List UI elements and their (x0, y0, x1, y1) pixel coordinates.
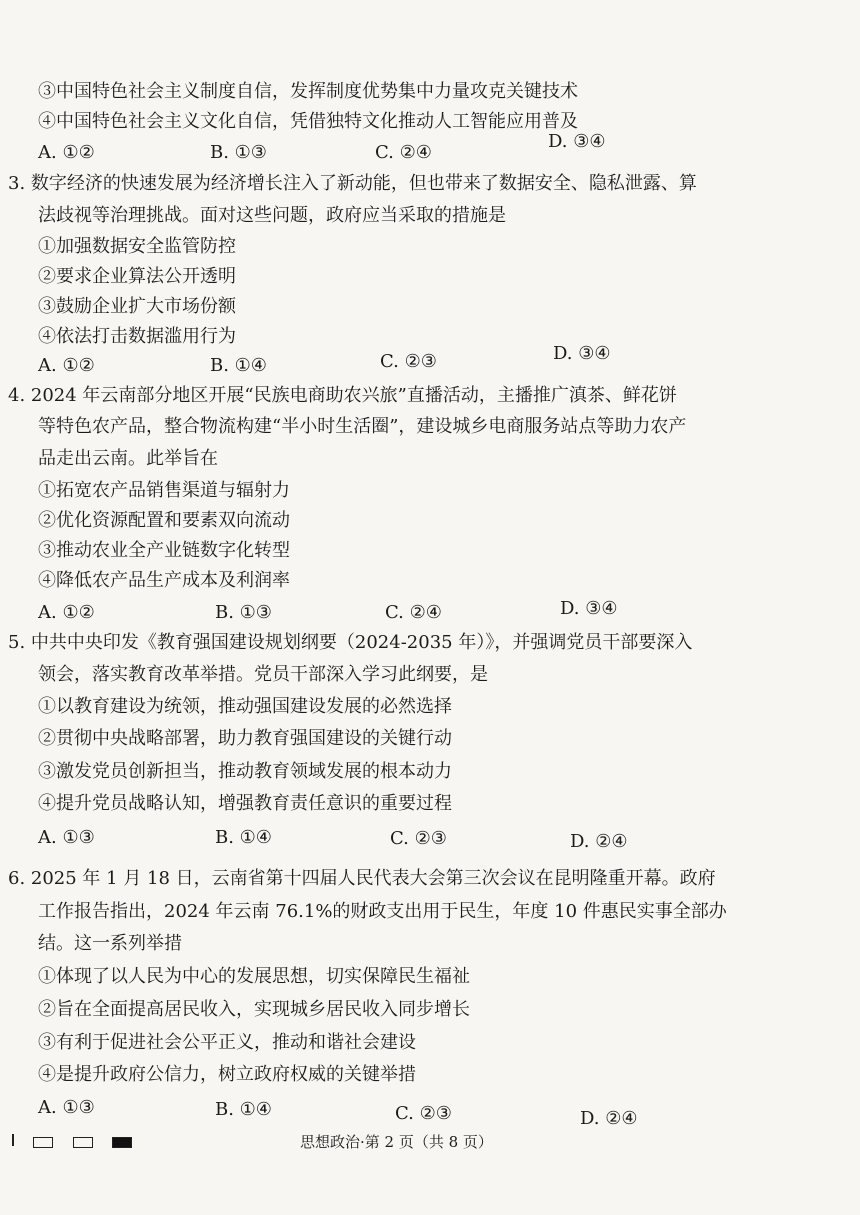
q5-option-c: C. ②③ (390, 828, 447, 849)
q3-statement-4: ④依法打击数据滥用行为 (38, 326, 236, 347)
q5-stem-line-2: 领会，落实教育改革举措。党员干部深入学习此纲要，是 (38, 664, 488, 685)
margin-tick (12, 1134, 14, 1146)
q4-option-a: A. ①② (38, 602, 95, 623)
q6-stem-line-2: 工作报告指出，2024 年云南 76.1%的财政支出用于民生，年度 10 件惠民实事全部办 (38, 901, 727, 922)
page-footer (0, 1130, 860, 1154)
q6-option-a: A. ①③ (38, 1097, 95, 1118)
empty-box-icon (33, 1137, 53, 1148)
q4-statement-3: ③推动农业全产业链数字化转型 (38, 540, 290, 561)
q4-option-d: D. ③④ (560, 598, 618, 619)
q2-option-a: A. ①② (38, 142, 95, 163)
q3-stem-line-1: 3. 数字经济的快速发展为经济增长注入了新动能，但也带来了数据安全、隐私泄露、算 (8, 173, 697, 194)
q5-statement-3: ③激发党员创新担当，推动教育领域发展的根本动力 (38, 761, 452, 782)
filled-box-icon (112, 1137, 132, 1148)
q2-option-c: C. ②④ (375, 142, 432, 163)
q3-option-c: C. ②③ (380, 351, 437, 372)
q6-stem-line-3: 结。这一系列举措 (38, 933, 182, 954)
q4-statement-1: ①拓宽农产品销售渠道与辐射力 (38, 480, 290, 501)
q3-statement-2: ②要求企业算法公开透明 (38, 266, 236, 287)
q3-statement-1: ①加强数据安全监管防控 (38, 236, 236, 257)
q5-statement-1: ①以教育建设为统领，推动强国建设发展的必然选择 (38, 696, 452, 717)
q4-stem-line-1: 4. 2024 年云南部分地区开展“民族电商助农兴旅”直播活动，主播推广滇茶、鲜花饼 (8, 385, 677, 406)
q4-statement-2: ②优化资源配置和要素双向流动 (38, 510, 290, 531)
q3-option-b: B. ①④ (210, 355, 267, 376)
q4-statement-4: ④降低农产品生产成本及利润率 (38, 570, 290, 591)
empty-box-icon (73, 1137, 93, 1148)
q2-statement-3: ③中国特色社会主义制度自信，发挥制度优势集中力量攻克关键技术 (38, 81, 578, 102)
q4-option-c: C. ②④ (385, 602, 442, 623)
q4-stem-line-3: 品走出云南。此举旨在 (38, 448, 218, 469)
q5-statement-4: ④提升党员战略认知，增强教育责任意识的重要过程 (38, 793, 452, 814)
q3-option-d: D. ③④ (553, 343, 611, 364)
q6-statement-1: ①体现了以人民为中心的发展思想，切实保障民生福祉 (38, 966, 470, 987)
q6-option-d: D. ②④ (580, 1108, 638, 1129)
q5-option-a: A. ①③ (38, 827, 95, 848)
q4-option-b: B. ①③ (215, 602, 272, 623)
q5-statement-2: ②贯彻中央战略部署，助力教育强国建设的关键行动 (38, 728, 452, 749)
q6-option-c: C. ②③ (395, 1103, 452, 1124)
q3-statement-3: ③鼓励企业扩大市场份额 (38, 296, 236, 317)
q3-option-a: A. ①② (38, 355, 95, 376)
q6-option-b: B. ①④ (215, 1099, 272, 1120)
q6-statement-3: ③有利于促进社会公平正义，推动和谐社会建设 (38, 1032, 416, 1053)
q5-option-b: B. ①④ (215, 827, 272, 848)
q5-stem-line-1: 5. 中共中央印发《教育强国建设规划纲要（2024-2035 年）》，并强调党员干部要深入 (8, 632, 693, 653)
q3-stem-line-2: 法歧视等治理挑战。面对这些问题，政府应当采取的措施是 (38, 205, 506, 226)
q6-stem-line-1: 6. 2025 年 1 月 18 日，云南省第十四届人民代表大会第三次会议在昆明隆重开幕。政府 (8, 868, 716, 889)
q5-option-d: D. ②④ (570, 831, 628, 852)
q6-statement-4: ④是提升政府公信力，树立政府权威的关键举措 (38, 1064, 416, 1085)
q2-option-b: B. ①③ (210, 142, 267, 163)
q2-option-d: D. ③④ (548, 131, 606, 152)
q6-statement-2: ②旨在全面提高居民收入，实现城乡居民收入同步增长 (38, 999, 470, 1020)
q2-statement-4: ④中国特色社会主义文化自信，凭借独特文化推动人工智能应用普及 (38, 111, 578, 132)
page-number: 思想政治·第 2 页（共 8 页） (300, 1133, 493, 1151)
q4-stem-line-2: 等特色农产品，整合物流构建“半小时生活圈”，建设城乡电商服务站点等助力农产 (38, 416, 687, 437)
